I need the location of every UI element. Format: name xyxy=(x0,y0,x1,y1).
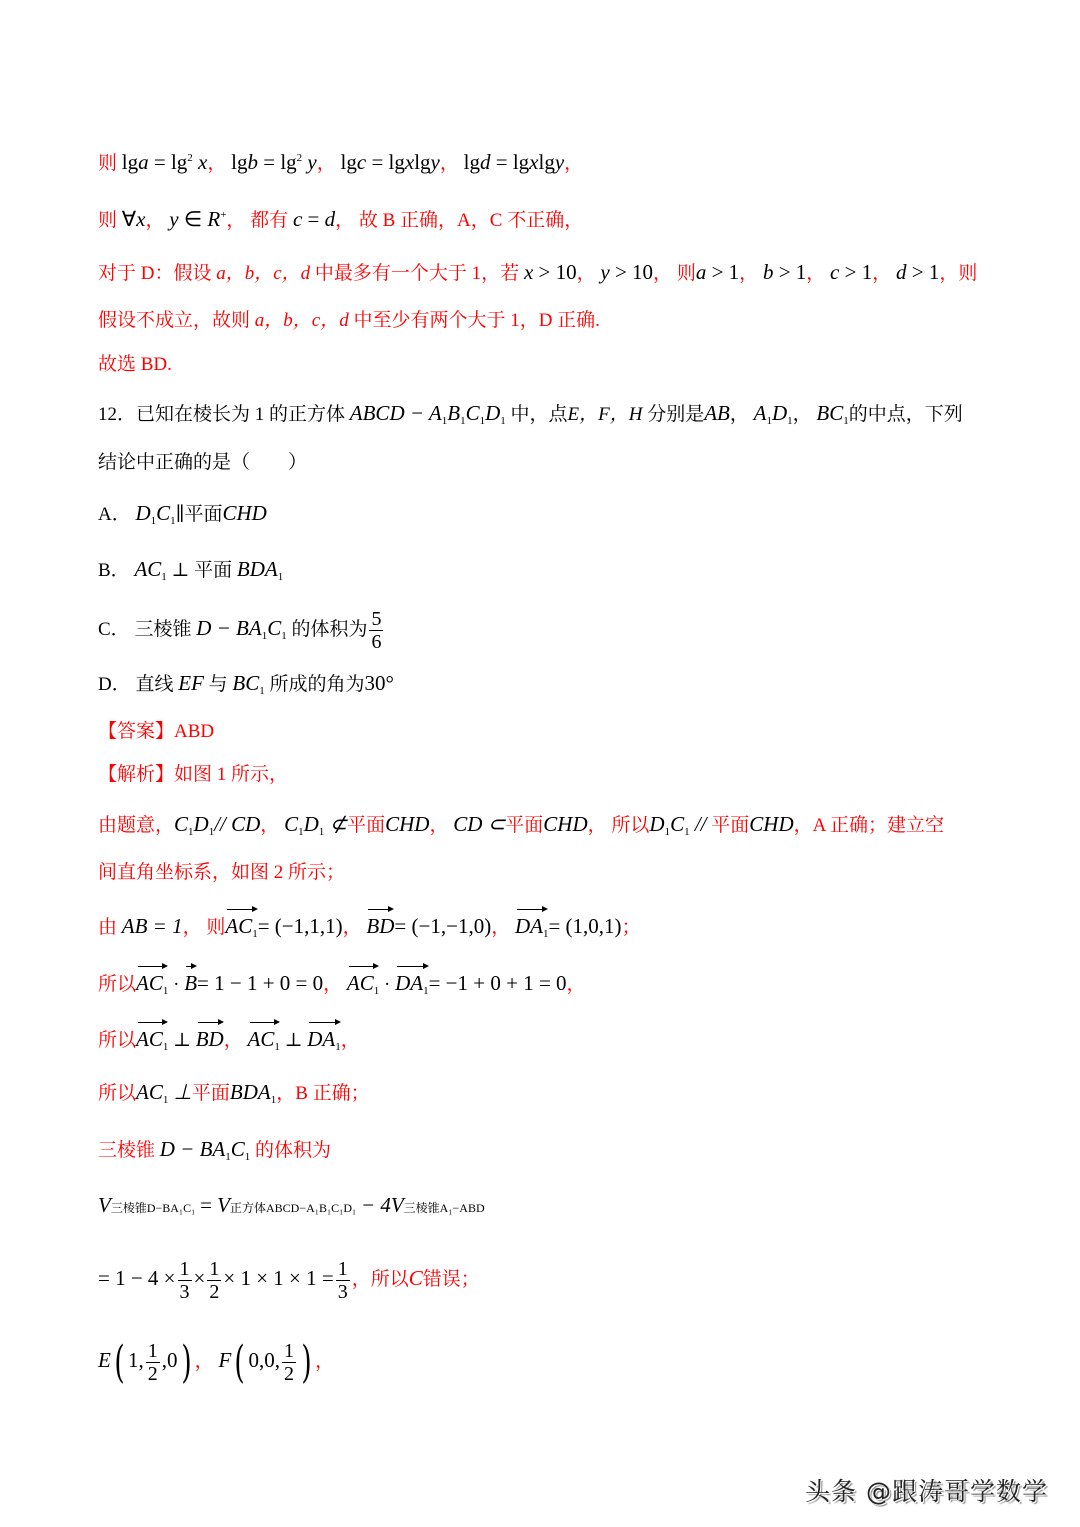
text-conclusion: 故 B 正确，A，C 不正确， xyxy=(358,210,584,231)
prev-solution-line-3: 对于 D：假设 a，b，c，d 中最多有一个大于 1，若 x > 10， y > 10， 则a > 1， b > 1， c > 1， d > 1，则 xyxy=(98,260,978,284)
text-ze: 则 xyxy=(98,153,118,174)
analysis-intro: 如图 1 所示， xyxy=(174,764,289,785)
option-text: 三棱锥 xyxy=(134,619,192,640)
text-hypothesis-false: 假设不成立，故则 xyxy=(98,310,251,331)
math-chd: CHD xyxy=(543,812,588,836)
analysis-header xyxy=(98,760,288,790)
text: 平面 xyxy=(191,1083,230,1104)
watermark: 头条 @跟涛哥学数学 xyxy=(805,1477,1048,1506)
vector-da1: $DA_1$ xyxy=(515,907,549,949)
math-bda1: $BDA_1$ xyxy=(236,557,284,583)
vector-b: B xyxy=(184,964,197,998)
math-seg2: $A_1D_1$ xyxy=(753,401,793,427)
prev-solution-line-1: 则 $\lg a = \lg^2 x$， $\lg b = \lg^2 y$， lgc = lgxlgy， lgd = lgxlgy， xyxy=(98,150,584,174)
math-points: E，F，H xyxy=(567,404,643,425)
option-b: B． $AC_1$ ⊥ 平面 $BDA_1$ xyxy=(98,557,284,583)
question-number: 12． xyxy=(98,404,137,425)
math-chd: CHD xyxy=(222,501,267,525)
eq-lgc: lgc = lgxlgy xyxy=(340,150,440,174)
math-pyramid: $D - BA_1C_1$ xyxy=(159,1137,251,1163)
math-4v: − 4V xyxy=(360,1193,404,1217)
text: 三棱锥 xyxy=(98,1140,156,1161)
analysis-line-6 xyxy=(98,1077,370,1115)
vector-ac1: $AC_1$ xyxy=(136,964,168,1006)
math-cube: ABCD − $A_1B_1C_1D_1$ xyxy=(349,401,506,427)
text-ze: 则 xyxy=(98,210,118,231)
fraction: $\frac{1}{3}$ xyxy=(337,1258,348,1304)
vector-bd: BD xyxy=(366,907,394,941)
option-text: 直线 xyxy=(135,674,174,695)
vector-ac1: $AC_1$ xyxy=(225,907,257,949)
fraction: $\frac{1}{2}$ xyxy=(147,1340,158,1386)
stem-text-2: 中，点 xyxy=(510,404,568,425)
text-then2: ，则 xyxy=(939,263,978,284)
math-v: V xyxy=(217,1193,230,1217)
analysis-points: E( 1, $\frac{1}{2}$ ,0) ， F( 0,0, $\frac{1}{2}$ ) ， xyxy=(98,1336,335,1388)
fraction: $\frac{1}{3}$ xyxy=(179,1258,190,1304)
math-ab-eq-1: AB = 1 xyxy=(121,914,183,938)
answer-label: 【答案】 xyxy=(98,721,175,742)
vector-value: = (1,0,1) xyxy=(548,914,622,938)
option-text: 所成的角为 xyxy=(269,674,365,695)
math-c: c > 1 xyxy=(830,260,873,284)
analysis-line-7 xyxy=(98,1134,331,1172)
subscript: 三棱锥A₁−ABD xyxy=(403,1201,485,1215)
analysis-label: 【解析】 xyxy=(98,764,175,785)
expr: × 1 × 1 × 1 = xyxy=(223,1266,334,1290)
coord: 0,0, xyxy=(248,1348,280,1372)
subscript: 三棱锥D−BA₁C₁ xyxy=(110,1201,196,1215)
text: 所以 xyxy=(611,815,650,836)
stem-text-4: 的中点，下列 xyxy=(848,404,963,425)
subscript: 正方体ABCD−A₁B₁C₁D₁ xyxy=(229,1201,357,1215)
text: 所以 xyxy=(98,974,137,995)
fraction-5-6: $\frac{5}{6}$ xyxy=(371,608,382,654)
text-then: 则 xyxy=(676,263,696,284)
vector-ac1: $AC_1$ xyxy=(248,1020,280,1062)
analysis-volume-calc: = 1 − 4 × $\frac{1}{3}$ × $\frac{1}{2}$ × 1 × 1 × 1 = $\frac{1}{3}$ ，所以C错误； xyxy=(98,1258,480,1304)
math-vars: a，b，c，d xyxy=(216,263,311,284)
text: 由 xyxy=(98,917,118,938)
text: 的体积为 xyxy=(255,1140,332,1161)
math-cond2: y > 10 xyxy=(600,260,654,284)
analysis-volume-formula: V三棱锥D−BA₁C₁ = V正方体ABCD−A₁B₁C₁D₁ − 4V三棱锥A₁−ABD xyxy=(98,1193,485,1217)
text: ，B 正确； xyxy=(276,1083,370,1104)
analysis-line-5: 所以$AC_1$ ⊥ BD， $AC_1$ ⊥ $DA_1$， xyxy=(98,1020,360,1062)
answer-line xyxy=(98,717,214,747)
vector-da1: $DA_1$ xyxy=(395,964,429,1006)
stem-text-3: 分别是 xyxy=(647,404,705,425)
dot-product-2: = −1 + 0 + 1 = 0 xyxy=(428,971,567,995)
text-at-most: 中最多有一个大于 1，若 xyxy=(314,263,520,284)
option-label: B． xyxy=(98,560,130,581)
text: 所以 xyxy=(98,1030,137,1051)
vector-ac1: $AC_1$ xyxy=(347,964,379,1006)
stem-text-1: 已知在棱长为 1 的正方体 xyxy=(136,404,346,425)
option-d xyxy=(98,668,394,706)
analysis-line-2: 间直角坐标系，如图 2 所示； xyxy=(98,862,346,883)
text: 由题意， xyxy=(98,815,175,836)
vector-value: = (−1,1,1) xyxy=(257,914,343,938)
text-for-d: 对于 D：假设 xyxy=(98,263,212,284)
vector-value: = (−1,−1,0) xyxy=(394,914,492,938)
math-b: b > 1 xyxy=(762,260,807,284)
vector-ac1: $AC_1$ xyxy=(136,1020,168,1062)
math-seg3: $BC_1$ xyxy=(816,401,849,427)
option-label: A． xyxy=(98,504,131,525)
text: 错误； xyxy=(422,1269,480,1290)
question-stem: 12．已知在棱长为 1 的正方体 ABCD − $A_1B_1C_1D_1$ 中，点E，F，H 分别是AB， $A_1D_1$， $BC_1$的中点，下列 xyxy=(98,401,963,427)
text: ，A 正确；建立空 xyxy=(793,815,945,836)
math-cond: x > 10 xyxy=(523,260,577,284)
math-chd: CHD xyxy=(385,812,430,836)
vector-da1: $DA_1$ xyxy=(307,1020,341,1062)
text: ，所以 xyxy=(351,1269,409,1290)
option-label: D． xyxy=(98,674,131,695)
math-vars: a，b，c，d xyxy=(254,310,349,331)
math-d1c1-par: $D_1C_1$ // xyxy=(649,812,707,838)
expr: = 1 − 4 × xyxy=(98,1266,176,1290)
option-text: 与 xyxy=(208,674,228,695)
question-stem-line-2: 结论中正确的是（ ） xyxy=(98,452,308,473)
analysis-line-3: 由 AB = 1， 则$AC_1= (-1,1,1)$， BD= (−1,−1,0)， $DA_1= (1,0,1)$； xyxy=(98,907,641,949)
math-chd: CHD xyxy=(749,812,794,836)
math-d1c1: $D_1C_1$ xyxy=(135,501,176,527)
answer-value: ABD xyxy=(174,721,215,742)
point-f: F xyxy=(218,1348,232,1372)
math-cd-sub: CD ⊂ xyxy=(453,812,506,836)
math-bc1: $BC_1$ xyxy=(232,671,265,697)
coord: ,0 xyxy=(161,1348,178,1372)
math-results: a > 1 xyxy=(695,260,740,284)
math-v: V xyxy=(98,1193,111,1217)
math-forall-x: ∀x xyxy=(121,207,146,231)
vector-bd: BD xyxy=(196,1020,224,1054)
math-pyramid: $D - BA_1C_1$ xyxy=(196,616,287,642)
prev-solution-line-4 xyxy=(98,306,600,336)
eq-lgb: $\lg b = \lg^2 y$ xyxy=(231,150,317,174)
text: 则 xyxy=(206,917,226,938)
math-y-in-r: y ∈ R+ xyxy=(169,207,227,231)
math-c-eq-d: c = d xyxy=(292,207,336,231)
text: 平面 xyxy=(347,815,386,836)
math-c1d1-par-cd: $C_1D_1//$ CD xyxy=(174,812,261,838)
text-duyou: 都有 xyxy=(250,210,289,231)
analysis-line-4: 所以$AC_1 \cdot B= 1 - 1 + 0 = 0$， $AC_1 \cdot DA_1= -1 + 0 + 1 = 0$， xyxy=(98,964,586,1006)
option-a: A． $D_1C_1\parallel$平面CHD xyxy=(98,501,267,527)
text: 平面 xyxy=(505,815,544,836)
math-d: d > 1 xyxy=(895,260,940,284)
math-c1d1-notsub: $C_1D_1$ ⊄ xyxy=(284,812,348,838)
eq-lgd: lgd = lgxlgy xyxy=(463,150,565,174)
math-seg1: AB xyxy=(704,401,730,425)
prev-solution-line-2: 则 ∀x， y ∈ R+， 都有 c = d， 故 B 正确，A，C 不正确， xyxy=(98,207,584,231)
text: 平面 xyxy=(711,815,750,836)
option-label: C． xyxy=(98,619,130,640)
math-ac1: $AC_1$ xyxy=(134,557,167,583)
prev-solution-line-5: 故选 BD. xyxy=(98,354,172,375)
text-at-least: 中至少有两个大于 1，D 正确. xyxy=(353,310,600,331)
option-c xyxy=(98,608,385,656)
dot-product-1: = 1 − 1 + 0 = 0 xyxy=(197,971,324,995)
math-ef: EF xyxy=(178,671,204,695)
analysis-line-1: 由题意，$C_1D_1//$ CD， $C_1D_1$ ⊄平面CHD， CD ⊂平面CHD， 所以$D_1C_1$ // 平面CHD，A 正确；建立空 xyxy=(98,812,945,838)
eq-lga: $\lg a = \lg^2 x$ xyxy=(121,150,208,174)
point-e: E xyxy=(98,1348,111,1372)
math-bda1: $BDA_1$ xyxy=(229,1080,277,1106)
coord: 1, xyxy=(128,1348,144,1372)
text: 所以 xyxy=(98,1083,137,1104)
fraction: $\frac{1}{2}$ xyxy=(283,1340,294,1386)
math-c: C xyxy=(408,1266,423,1290)
math-ac1-perp: $AC_1$ ⊥ xyxy=(136,1080,192,1106)
angle-value: 30° xyxy=(364,671,394,695)
fraction: $\frac{1}{2}$ xyxy=(209,1258,220,1304)
option-text: 的体积为 xyxy=(291,619,368,640)
